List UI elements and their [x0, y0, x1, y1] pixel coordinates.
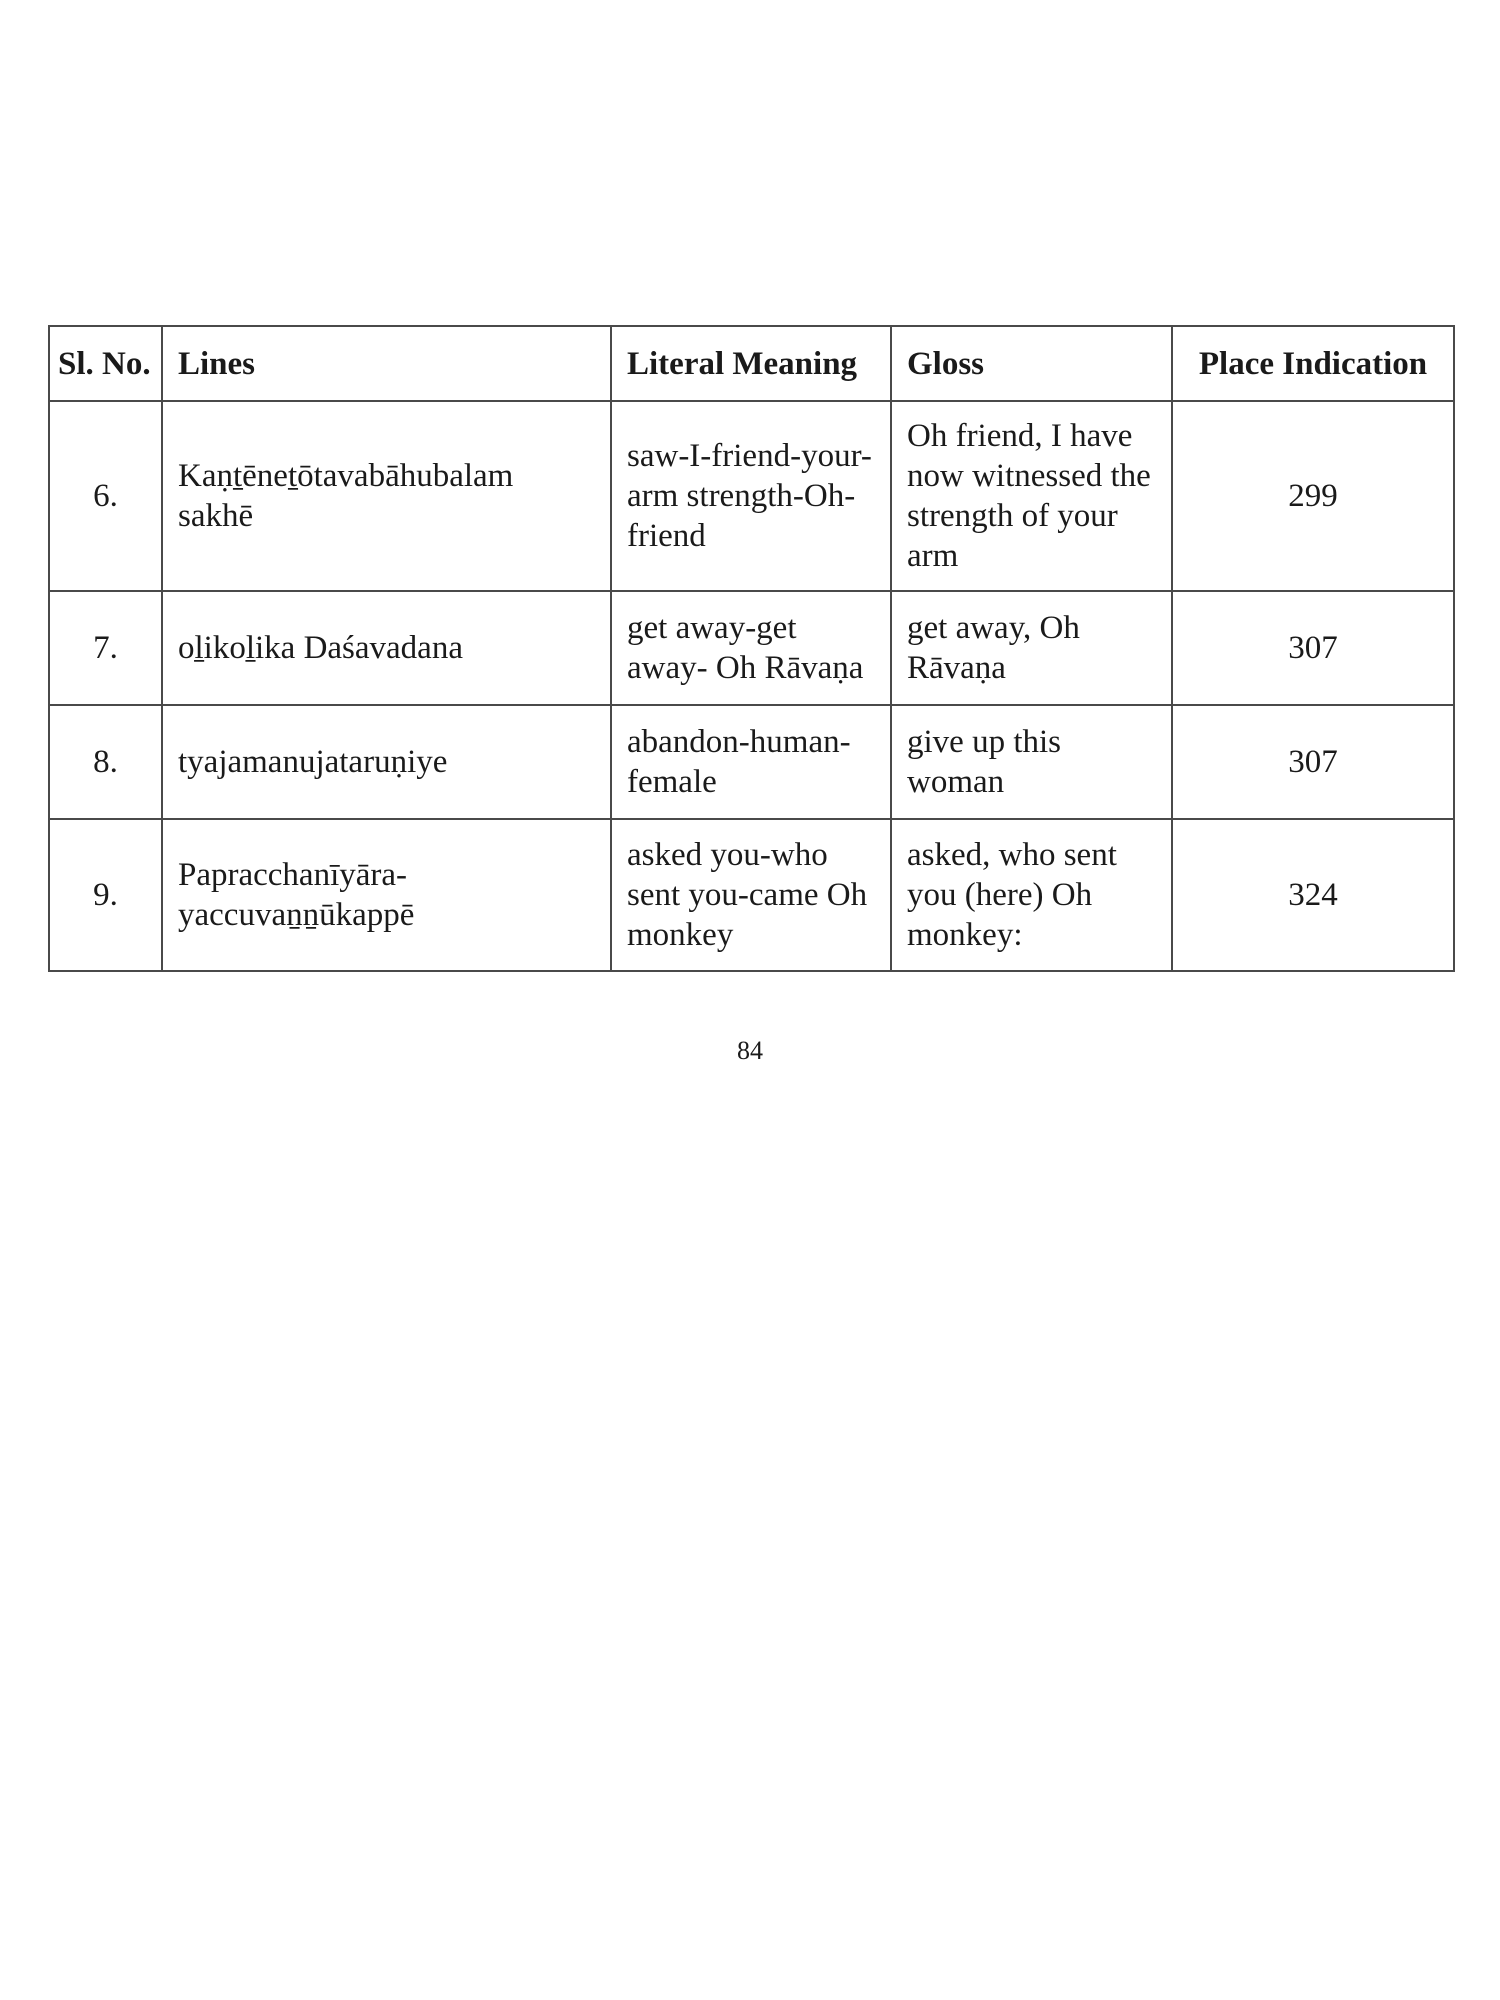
table-header-row	[49, 326, 1454, 401]
cell-lines: Kaṇṯēneṯōtavabāhubalam sakhē	[162, 401, 611, 591]
table-row	[49, 819, 1454, 971]
cell-gloss: Oh friend, I have now witnessed the strength of your arm	[891, 401, 1172, 591]
cell-gloss: give up this woman	[891, 705, 1172, 819]
header-literal-meaning: Literal Meaning	[611, 326, 891, 401]
cell-gloss: get away, Oh Rāvaṇa	[891, 591, 1172, 705]
cell-sl-no: 7.	[49, 591, 162, 705]
page-number: 84	[737, 1036, 763, 1065]
cell-gloss: asked, who sent you (here) Oh monkey:	[891, 819, 1172, 971]
cell-literal-meaning: saw-I-friend-your-arm strength-Oh-friend	[611, 401, 891, 591]
cell-place-indication: 307	[1172, 591, 1454, 705]
cell-sl-no: 9.	[49, 819, 162, 971]
cell-place-indication: 307	[1172, 705, 1454, 819]
header-gloss: Gloss	[891, 326, 1172, 401]
table-row	[49, 705, 1454, 819]
cell-place-indication: 299	[1172, 401, 1454, 591]
cell-literal-meaning: get away-get away- Oh Rāvaṇa	[611, 591, 891, 705]
cell-lines: tyajamanujataruṇiye	[162, 705, 611, 819]
table-row	[49, 591, 1454, 705]
header-place-indication: Place Indication	[1172, 326, 1454, 401]
cell-place-indication: 324	[1172, 819, 1454, 971]
cell-lines: Papracchanīyāra-yaccuvaṉṉūkappē	[162, 819, 611, 971]
gloss-table	[48, 325, 1455, 972]
header-lines: Lines	[162, 326, 611, 401]
cell-lines: oḻikoḻika Daśavadana	[162, 591, 611, 705]
cell-sl-no: 6.	[49, 401, 162, 591]
cell-literal-meaning: abandon-human-female	[611, 705, 891, 819]
header-sl-no: Sl. No.	[49, 326, 162, 401]
table-row	[49, 401, 1454, 591]
cell-sl-no: 8.	[49, 705, 162, 819]
cell-literal-meaning: asked you-who sent you-came Oh monkey	[611, 819, 891, 971]
